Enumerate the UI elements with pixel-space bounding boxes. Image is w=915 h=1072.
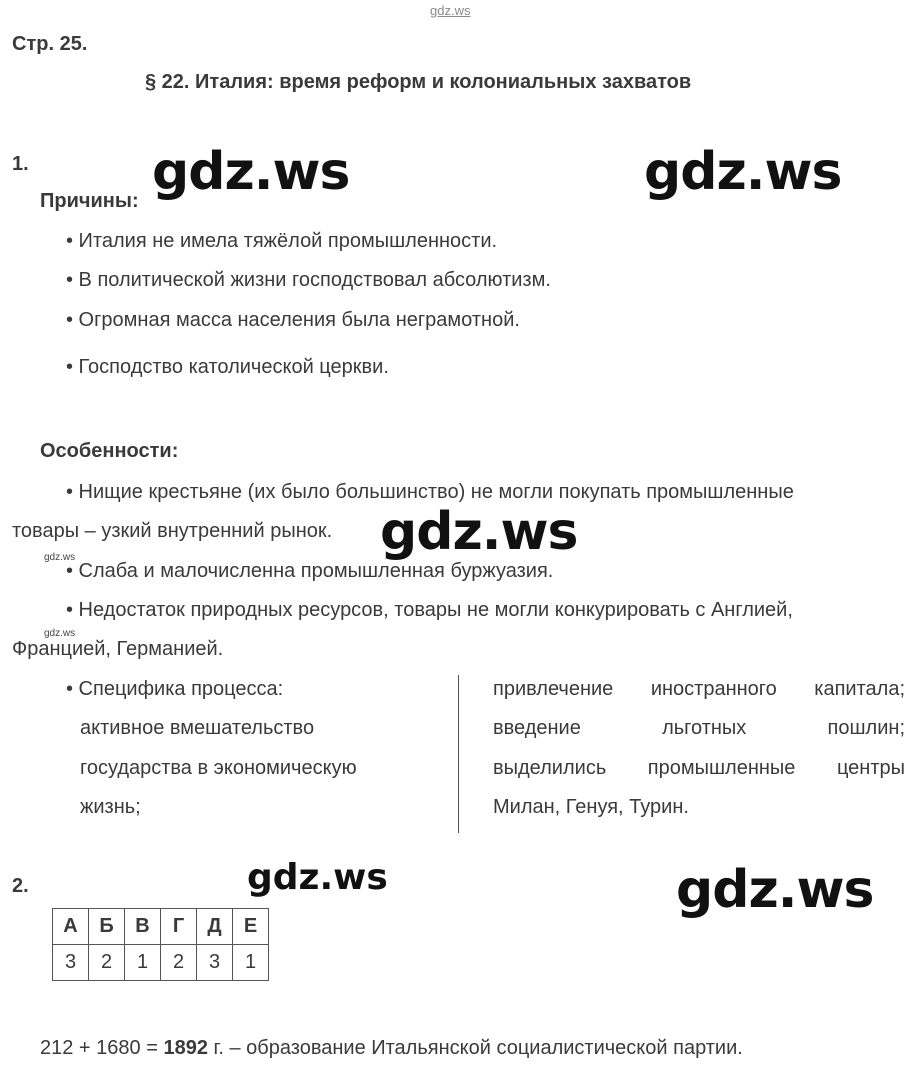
answer-table [52,908,269,981]
specifics-left-line: государства в экономическую [80,757,357,779]
calculation-expression: 212 + 1680 = [40,1037,164,1059]
answer-header-cell: Д [197,909,233,945]
answer-table-value-row [53,945,269,981]
watermark-big-right: gdz.ws [644,142,842,202]
reason-item: • Италия не имела тяжёлой промышленности. [66,230,498,252]
column-divider [458,675,459,833]
answer-header-cell: Е [233,909,269,945]
specifics-left-line: • Специфика процесса: [66,678,284,700]
specifics-right-line: введение льготных пошлин; [493,717,905,739]
answer-table-header-row [53,909,269,945]
specifics-left-line: жизнь; [80,796,141,818]
calculation-year: 1892 [163,1037,208,1059]
reasons-heading: Причины: [40,190,139,212]
specifics-right-line: Милан, Генуя, Турин. [493,796,689,818]
calculation-description: г. – образование Итальянской социалистической партии. [207,1037,743,1059]
task-2-number: 2. [12,875,29,897]
feature-1-line-1: • Нищие крестьяне (их было большинство) не могли покупать промышленные [66,481,794,503]
feature-3-line-2: Францией, Германией. [12,638,224,660]
answer-header-cell: Б [89,909,125,945]
answer-value-cell: 2 [89,945,125,981]
answer-value-cell: 1 [233,945,269,981]
specifics-right-line: выделились промышленные центры [493,757,905,779]
calculation-line [40,1036,743,1060]
watermark-tiny-1: gdz.ws [44,552,76,563]
features-heading: Особенности: [40,440,179,462]
watermark-mid: gdz.ws [247,857,388,898]
answer-value-cell: 3 [197,945,233,981]
page-title: § 22. Италия: время реформ и колониальных захватов [145,71,692,93]
answer-header-cell: А [53,909,89,945]
task-1-number: 1. [12,153,29,175]
answer-header-cell: Г [161,909,197,945]
feature-3-line-1: • Недостаток природных ресурсов, товары не могли конкурировать с Англией, [66,599,793,621]
page-label: Стр. 25. [12,33,88,55]
watermark-big-center: gdz.ws [380,502,578,562]
answer-header-cell: В [125,909,161,945]
watermark-big-left: gdz.ws [152,142,350,202]
watermark-big-bottom-right: gdz.ws [676,860,874,920]
feature-2: • Слаба и малочисленна промышленная буржуазия. [66,560,554,582]
specifics-left-line: активное вмешательство [80,717,315,739]
reason-item: • Огромная масса населения была неграмотной. [66,309,520,331]
reason-item: • В политической жизни господствовал абсолютизм. [66,269,551,291]
answer-value-cell: 2 [161,945,197,981]
feature-1-line-2: товары – узкий внутренний рынок. [12,520,333,542]
answer-value-cell: 3 [53,945,89,981]
answer-value-cell: 1 [125,945,161,981]
watermark-top[interactable]: gdz.ws [430,3,471,18]
watermark-tiny-2: gdz.ws [44,628,76,639]
specifics-right-line: привлечение иностранного капитала; [493,678,905,700]
reason-item: • Господство католической церкви. [66,356,389,378]
